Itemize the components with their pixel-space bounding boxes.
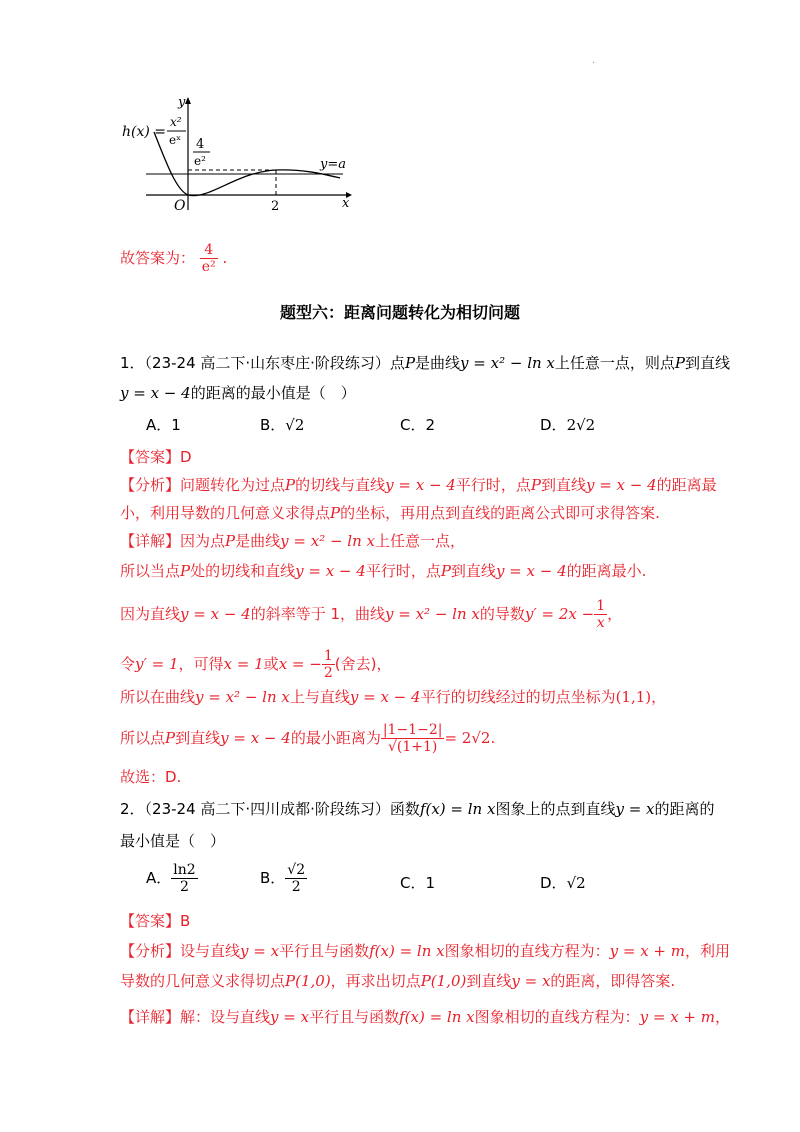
corner-mark: · (592, 58, 596, 69)
q1-choose: 故选：D. (120, 768, 182, 786)
q2-stem-line1: 2．（23-24 高二下·四川成都·阶段练习）函数f(x) = ln x图象上的点到直线y = x的距离的 (120, 800, 715, 818)
func-den: eˣ (169, 133, 182, 147)
origin-label: O (174, 198, 186, 214)
q1-option-c[interactable]: C．2 (400, 416, 436, 434)
q1-detail-line3: 因为直线y = x − 4的斜率等于 1，曲线y = x² − ln x的导数y′ = 2x − $\frac{1}{x}$ ， (120, 598, 623, 632)
distance-fraction: $\frac{|1-1-2|}{√(1+1)}$ (382, 722, 443, 756)
q1-detail-line5: 所以在曲线y = x² − ln x上与直线y = x − 4平行的切线经过的切点坐标为(1,1)， (120, 688, 667, 706)
max-den-label: e² (194, 154, 206, 168)
q2-analysis-line2: 导数的几何意义求得切点P(1,0)，再求出切点P(1,0)到直线y = x的距离，即得答案. (120, 972, 676, 990)
prev-answer-label: 故答案为： (120, 249, 196, 268)
q1-detail-line4: 令y′ = 1，可得x = 1或x = − $\frac{1}{2}$ (舍去)， (120, 648, 392, 682)
q1-stem-line2: y = x − 4的距离的最小值是（ ） (120, 384, 356, 402)
q1-detail-line6: 所以点P到直线y = x − 4的最小距离为 $\frac{|1-1-2|}{√(1+1)}$ = 2√2. (120, 722, 496, 756)
line-label: y=a (320, 157, 346, 172)
x-fraction: $\frac{1}{2}$ (323, 648, 333, 682)
q2-analysis-line1: 【分析】设与直线y = x平行且与函数f(x) = ln x图象相切的直线方程为：y = x + m，利用 (120, 942, 731, 960)
q1-option-a[interactable]: A．1 (146, 416, 181, 434)
tick-2-label: 2 (271, 199, 280, 214)
y-axis-arrow (185, 97, 191, 104)
q1-option-d[interactable]: D．2√2 (540, 416, 596, 434)
q2-answer: 【答案】B (120, 912, 191, 930)
y-axis-label: y (178, 95, 186, 110)
q1-option-b[interactable]: B．√2 (260, 416, 305, 434)
q2-option-a[interactable]: A． $\frac{\ln 2}{2}$ (146, 862, 196, 896)
prev-answer (120, 242, 227, 275)
q1-stem-line1: 1．（23-24 高二下·山东枣庄·阶段练习）点P是曲线y = x² − ln x上任意一点，则点P到直线 (120, 354, 731, 372)
section-title: 题型六：距离问题转化为相切问题 (280, 303, 521, 322)
prev-answer-fraction: $\frac{4}{\text{e²}}$ (201, 242, 216, 276)
q2-option-b[interactable]: B． $\frac{√2}{2}$ (260, 862, 306, 896)
q2-stem-line2: 最小值是（ ） (120, 832, 226, 850)
deriv-fraction: $\frac{1}{x}$ (596, 598, 606, 632)
function-graph (118, 92, 358, 217)
q1-answer: 【答案】D (120, 448, 192, 466)
q2-detail-line1: 【详解】解：设与直线y = x平行且与函数f(x) = ln x图象相切的直线方程为：y = x + m， (120, 1008, 731, 1026)
x-axis-label: x (342, 196, 350, 211)
q2-option-d[interactable]: D．√2 (540, 874, 586, 892)
prev-answer-tail: . (222, 249, 228, 268)
func-label: h(x) = (122, 124, 167, 140)
q2-option-c[interactable]: C．1 (400, 874, 436, 892)
q1-detail-line2: 所以当点P处的切线和直线y = x − 4平行时，点P到直线y = x − 4的距离最小. (120, 562, 647, 580)
max-num-label: 4 (196, 137, 205, 152)
q1-detail-line1: 【详解】因为点P是曲线y = x² − ln x上任意一点， (120, 532, 465, 550)
curve-h (154, 132, 340, 196)
q1-analysis-line2: 小，利用导数的几何意义求得点P的坐标，再用点到直线的距离公式即可求得答案. (120, 504, 660, 522)
q1-analysis-line1: 【分析】问题转化为过点P的切线与直线y = x − 4平行时，点P到直线y = x − 4的距离最 (120, 476, 717, 494)
func-num: x² (170, 115, 182, 129)
